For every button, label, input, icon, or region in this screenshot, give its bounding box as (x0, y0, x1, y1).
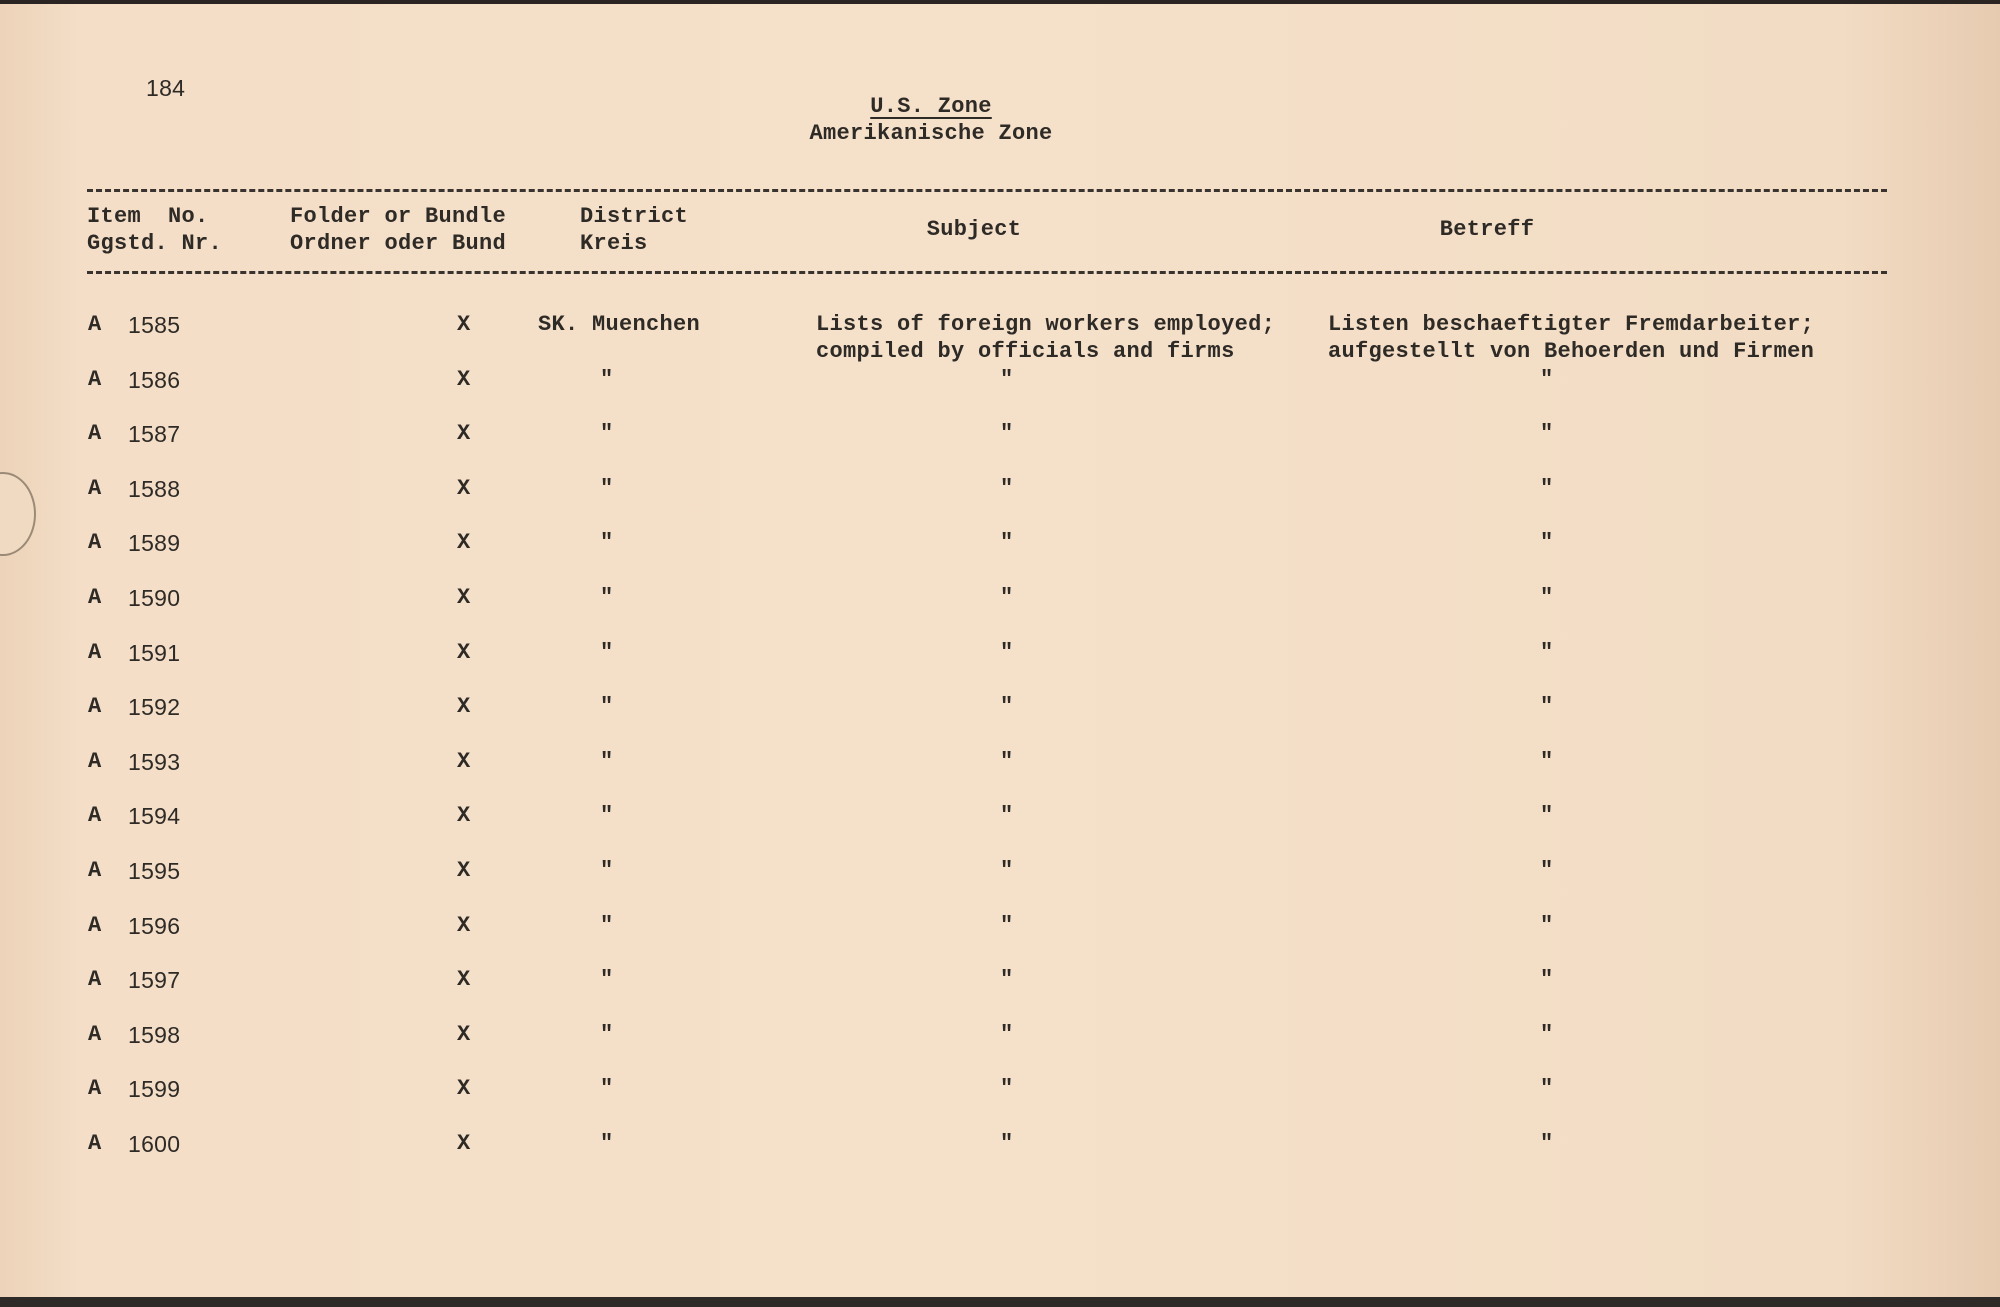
subject-ditto: " (1000, 1131, 1014, 1156)
district-ditto: " (600, 366, 614, 392)
page-top-edge (0, 0, 2000, 4)
zone-subtitle: Amerikanische Zone (809, 121, 1053, 146)
subject-ditto: " (1000, 366, 1014, 392)
subject-ditto: " (1000, 585, 1014, 610)
header-subject: Subject (926, 217, 1022, 242)
subject-ditto: " (1000, 475, 1014, 501)
district-ditto: " (600, 803, 614, 829)
item-prefix: A (88, 803, 102, 829)
folder-mark: X (457, 1076, 471, 1102)
folder-mark: X (457, 312, 471, 337)
subject-line2: compiled by officials and firms (816, 339, 1235, 364)
betreff-ditto: " (1540, 1021, 1554, 1047)
betreff-ditto: " (1540, 803, 1554, 829)
item-number: 1596 (128, 912, 181, 939)
betreff-ditto: " (1540, 585, 1554, 610)
district: SK. Muenchen (538, 312, 701, 337)
item-number: 1587 (128, 421, 181, 448)
item-prefix: A (88, 858, 102, 883)
item-number: 1591 (128, 639, 181, 666)
folder-mark: X (457, 530, 471, 556)
subject-line1: Lists of foreign workers employed; (816, 312, 1276, 337)
district-ditto: " (600, 639, 614, 665)
folder-mark: X (457, 748, 471, 774)
item-number: 1588 (128, 475, 181, 502)
item-number: 1594 (128, 803, 181, 830)
item-prefix: A (88, 421, 102, 447)
folder-mark: X (457, 967, 471, 993)
item-number: 1585 (128, 312, 181, 338)
subject-ditto: " (1000, 803, 1014, 829)
item-prefix: A (88, 366, 102, 392)
subject-ditto: " (1000, 694, 1014, 720)
header-folder: Folder or Bundle (290, 204, 507, 229)
subject-ditto: " (1000, 1076, 1014, 1102)
header-district-de: Kreis (580, 231, 648, 256)
district-ditto: " (600, 1076, 614, 1102)
item-number: 1589 (128, 530, 181, 557)
subject-ditto: " (1000, 912, 1014, 938)
district-ditto: " (600, 1131, 614, 1156)
item-number: 1593 (128, 748, 181, 775)
folder-mark: X (457, 366, 471, 392)
header-betreff: Betreff (1439, 217, 1535, 242)
betreff-ditto: " (1540, 858, 1554, 883)
betreff-ditto: " (1540, 748, 1554, 774)
zone-title: U.S. Zone (870, 94, 992, 119)
betreff-ditto: " (1540, 421, 1554, 447)
folder-mark: X (457, 585, 471, 610)
betreff-ditto: " (1540, 366, 1554, 392)
subject-ditto: " (1000, 421, 1014, 447)
folder-mark: X (457, 639, 471, 665)
district-ditto: " (600, 421, 614, 447)
item-prefix: A (88, 967, 102, 993)
folder-mark: X (457, 1021, 471, 1047)
item-number: 1599 (128, 1076, 181, 1103)
item-prefix: A (88, 475, 102, 501)
district-ditto: " (600, 858, 614, 883)
district-ditto: " (600, 912, 614, 938)
district-ditto: " (600, 530, 614, 556)
folder-mark: X (457, 858, 471, 883)
item-number: 1595 (128, 858, 181, 884)
betreff-ditto: " (1540, 1076, 1554, 1102)
betreff-ditto: " (1540, 694, 1554, 720)
subject-ditto: " (1000, 530, 1014, 556)
subject-ditto: " (1000, 1021, 1014, 1047)
item-number: 1592 (128, 694, 181, 721)
item-number: 1598 (128, 1021, 181, 1048)
page-bottom-edge (0, 1297, 2000, 1307)
item-number: 1597 (128, 967, 181, 994)
item-prefix: A (88, 1131, 102, 1156)
item-prefix: A (88, 1076, 102, 1102)
subject-ditto: " (1000, 967, 1014, 993)
folder-mark: X (457, 1131, 471, 1156)
betreff-ditto: " (1540, 530, 1554, 556)
item-prefix: A (88, 312, 102, 337)
folder-mark: X (457, 803, 471, 829)
header-item-de: Ggstd. Nr. (87, 231, 223, 256)
betreff-line1: Listen beschaeftigter Fremdarbeiter; (1328, 312, 1815, 337)
item-prefix: A (88, 585, 102, 610)
district-ditto: " (600, 748, 614, 774)
subject-ditto: " (1000, 858, 1014, 883)
header-item: Item No. (87, 204, 209, 229)
district-ditto: " (600, 967, 614, 993)
item-prefix: A (88, 530, 102, 556)
district-ditto: " (600, 585, 614, 610)
district-ditto: " (600, 694, 614, 720)
folder-mark: X (457, 694, 471, 720)
item-prefix: A (88, 1021, 102, 1047)
item-prefix: A (88, 694, 102, 720)
district-ditto: " (600, 475, 614, 501)
header-divider-bottom (87, 271, 1887, 274)
header-divider-top (87, 189, 1887, 192)
betreff-ditto: " (1540, 1131, 1554, 1156)
header-folder-de: Ordner oder Bund (290, 231, 507, 256)
item-prefix: A (88, 912, 102, 938)
folder-mark: X (457, 475, 471, 501)
betreff-ditto: " (1540, 912, 1554, 938)
betreff-ditto: " (1540, 475, 1554, 501)
page-number: 184 (146, 75, 186, 101)
index-tab (0, 472, 36, 556)
betreff-ditto: " (1540, 967, 1554, 993)
item-prefix: A (88, 748, 102, 774)
item-number: 1600 (128, 1131, 181, 1157)
betreff-ditto: " (1540, 639, 1554, 665)
betreff-line2: aufgestellt von Behoerden und Firmen (1328, 339, 1815, 364)
item-prefix: A (88, 639, 102, 665)
header-district: District (580, 204, 689, 229)
district-ditto: " (600, 1021, 614, 1047)
folder-mark: X (457, 912, 471, 938)
subject-ditto: " (1000, 639, 1014, 665)
subject-ditto: " (1000, 748, 1014, 774)
folder-mark: X (457, 421, 471, 447)
item-number: 1590 (128, 585, 181, 611)
item-number: 1586 (128, 366, 181, 393)
